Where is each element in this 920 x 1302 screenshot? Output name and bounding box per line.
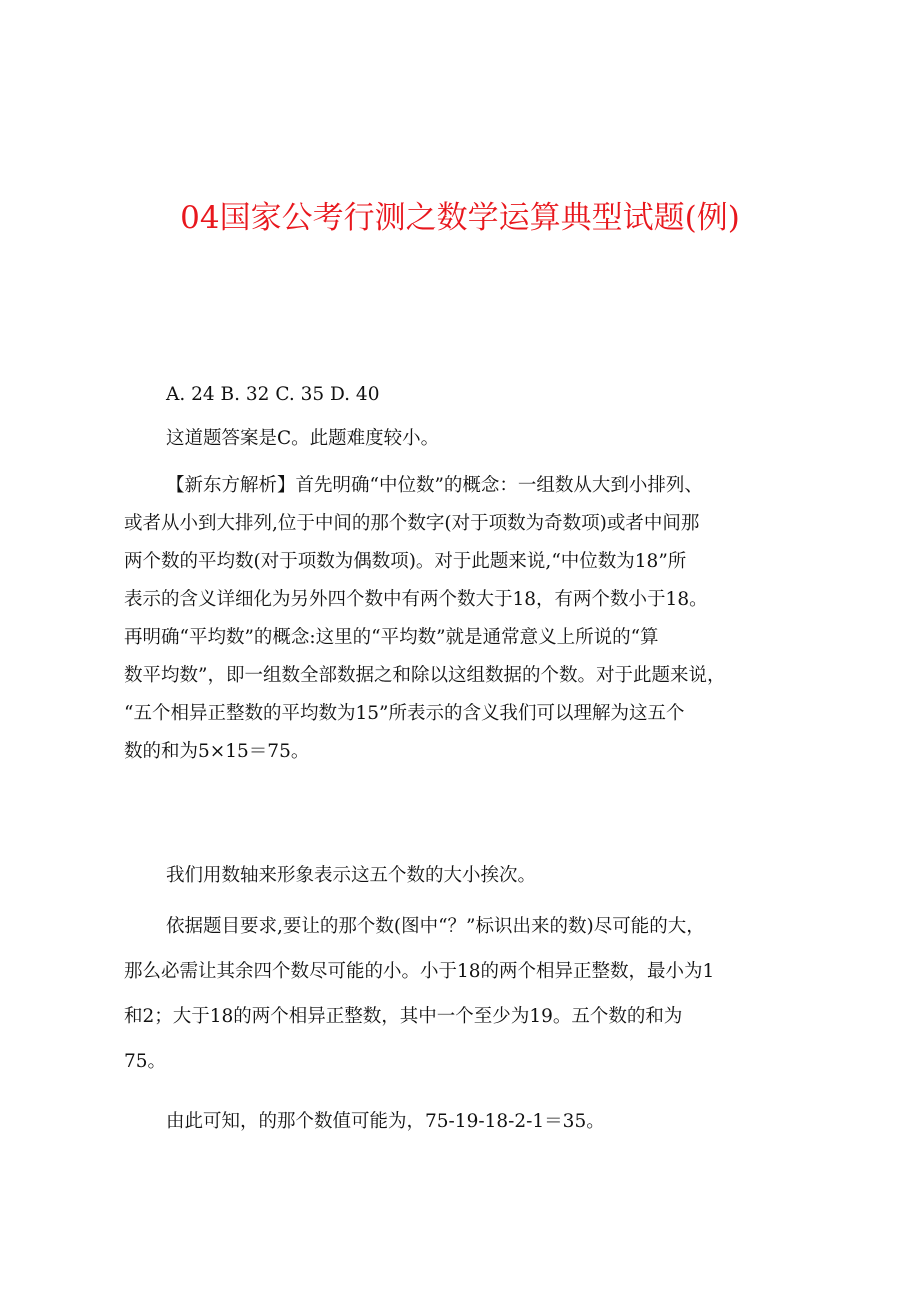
- reasoning-line: 75。: [124, 1051, 167, 1072]
- analysis-line: “五个相异正整数的平均数为15”所表示的含义我们可以理解为这五个: [124, 703, 685, 724]
- conclusion-line: 由此可知，的那个数值可能为，75-19-18-2-1＝35。: [166, 1111, 605, 1132]
- analysis-line: 再明确“平均数”的概念:这里的“平均数”就是通常意义上所说的“算: [124, 627, 659, 648]
- analysis-line: 【新东方解析】首先明确“中位数”的概念：一组数从大到小排列、: [166, 475, 703, 496]
- reasoning-paragraph: [124, 904, 714, 1084]
- reasoning-line: 和2；大于18的两个相异正整数，其中一个至少为19。五个数的和为: [124, 1006, 683, 1027]
- analysis-line: 数平均数”，即一组数全部数据之和除以这组数据的个数。对于此题来说，: [124, 665, 726, 686]
- analysis-line: 或者从小到大排列,位于中间的那个数字(对于项数为奇数项)或者中间那: [124, 513, 700, 534]
- number-axis-line: 我们用数轴来形象表示这五个数的大小挨次。: [166, 865, 537, 886]
- reasoning-line: 依据题目要求,要让的那个数(图中“？”标识出来的数)尽可能的大，: [166, 916, 705, 937]
- analysis-paragraph: [124, 467, 725, 771]
- reasoning-line: 那么必需让其余四个数尽可能的小。小于18的两个相异正整数，最小为1: [124, 961, 715, 982]
- options-line: A. 24 B. 32 C. 35 D. 40: [166, 384, 380, 405]
- analysis-line: 表示的含义详细化为另外四个数中有两个数大于18，有两个数小于18。: [124, 589, 708, 610]
- analysis-line: 两个数的平均数(对于项数为偶数项)。对于此题来说,“中位数为18”所: [124, 551, 687, 572]
- document-title: 04国家公考行测之数学运算典型试题(例): [180, 200, 740, 236]
- answer-line: 这道题答案是C。此题难度较小。: [166, 428, 440, 449]
- analysis-line: 数的和为5×15＝75。: [124, 741, 310, 762]
